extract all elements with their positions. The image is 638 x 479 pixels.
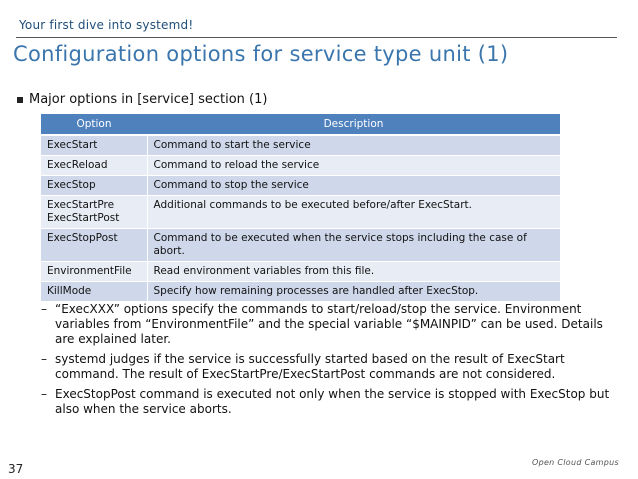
option-cell: ExecStart bbox=[41, 135, 147, 156]
options-table bbox=[41, 114, 560, 302]
table-row bbox=[41, 196, 560, 229]
slide-title: Configuration options for service type unit (1) bbox=[13, 42, 509, 66]
description-cell: Command to be executed when the service stops including the case of abort. bbox=[147, 229, 560, 262]
option-cell: KillMode bbox=[41, 282, 147, 302]
header-divider bbox=[16, 37, 617, 38]
description-cell: Command to stop the service bbox=[147, 176, 560, 196]
description-cell: Read environment variables from this file. bbox=[147, 262, 560, 282]
table-row bbox=[41, 262, 560, 282]
note-item bbox=[41, 302, 616, 347]
description-cell: Command to reload the service bbox=[147, 156, 560, 176]
footer-brand: Open Cloud Campus bbox=[531, 458, 619, 467]
bullet-item bbox=[17, 92, 267, 107]
note-text: ExecStopPost command is executed not only when the service is stopped with ExecStop but also when the service aborts. bbox=[55, 387, 610, 416]
description-cell: Additional commands to be executed before/after ExecStart. bbox=[147, 196, 560, 229]
note-item bbox=[41, 387, 616, 417]
note-item bbox=[41, 352, 616, 382]
dash-bullet-icon: – bbox=[41, 302, 47, 316]
table-row bbox=[41, 156, 560, 176]
table-header-row bbox=[41, 114, 560, 135]
option-cell: EnvironmentFile bbox=[41, 262, 147, 282]
page-number: 37 bbox=[8, 462, 24, 476]
note-text: “ExecXXX” options specify the commands to start/reload/stop the service. Environment variables from “EnvironmentFile” and the special variable “$MAINPID” can be used. Details are explained later. bbox=[55, 302, 603, 346]
table-row bbox=[41, 229, 560, 262]
square-bullet-icon bbox=[17, 97, 23, 103]
table-row bbox=[41, 135, 560, 156]
description-cell: Command to start the service bbox=[147, 135, 560, 156]
note-text: systemd judges if the service is successfully started based on the result of ExecStart command. The result of ExecStartPre/ExecStartPost commands are not considered. bbox=[55, 352, 565, 381]
column-header-description: Description bbox=[147, 114, 560, 135]
dash-bullet-icon: – bbox=[41, 387, 47, 401]
option-cell: ExecStopPost bbox=[41, 229, 147, 262]
description-cell: Specify how remaining processes are handled after ExecStop. bbox=[147, 282, 560, 302]
option-cell: ExecStop bbox=[41, 176, 147, 196]
column-header-option: Option bbox=[41, 114, 147, 135]
table-row bbox=[41, 282, 560, 302]
notes-list bbox=[41, 302, 616, 422]
slide-subtitle: Your first dive into systemd! bbox=[19, 18, 194, 32]
option-cell: ExecStartPre ExecStartPost bbox=[41, 196, 147, 229]
dash-bullet-icon: – bbox=[41, 352, 47, 366]
bullet-text: Major options in [service] section (1) bbox=[29, 92, 268, 107]
table-row bbox=[41, 176, 560, 196]
option-cell: ExecReload bbox=[41, 156, 147, 176]
